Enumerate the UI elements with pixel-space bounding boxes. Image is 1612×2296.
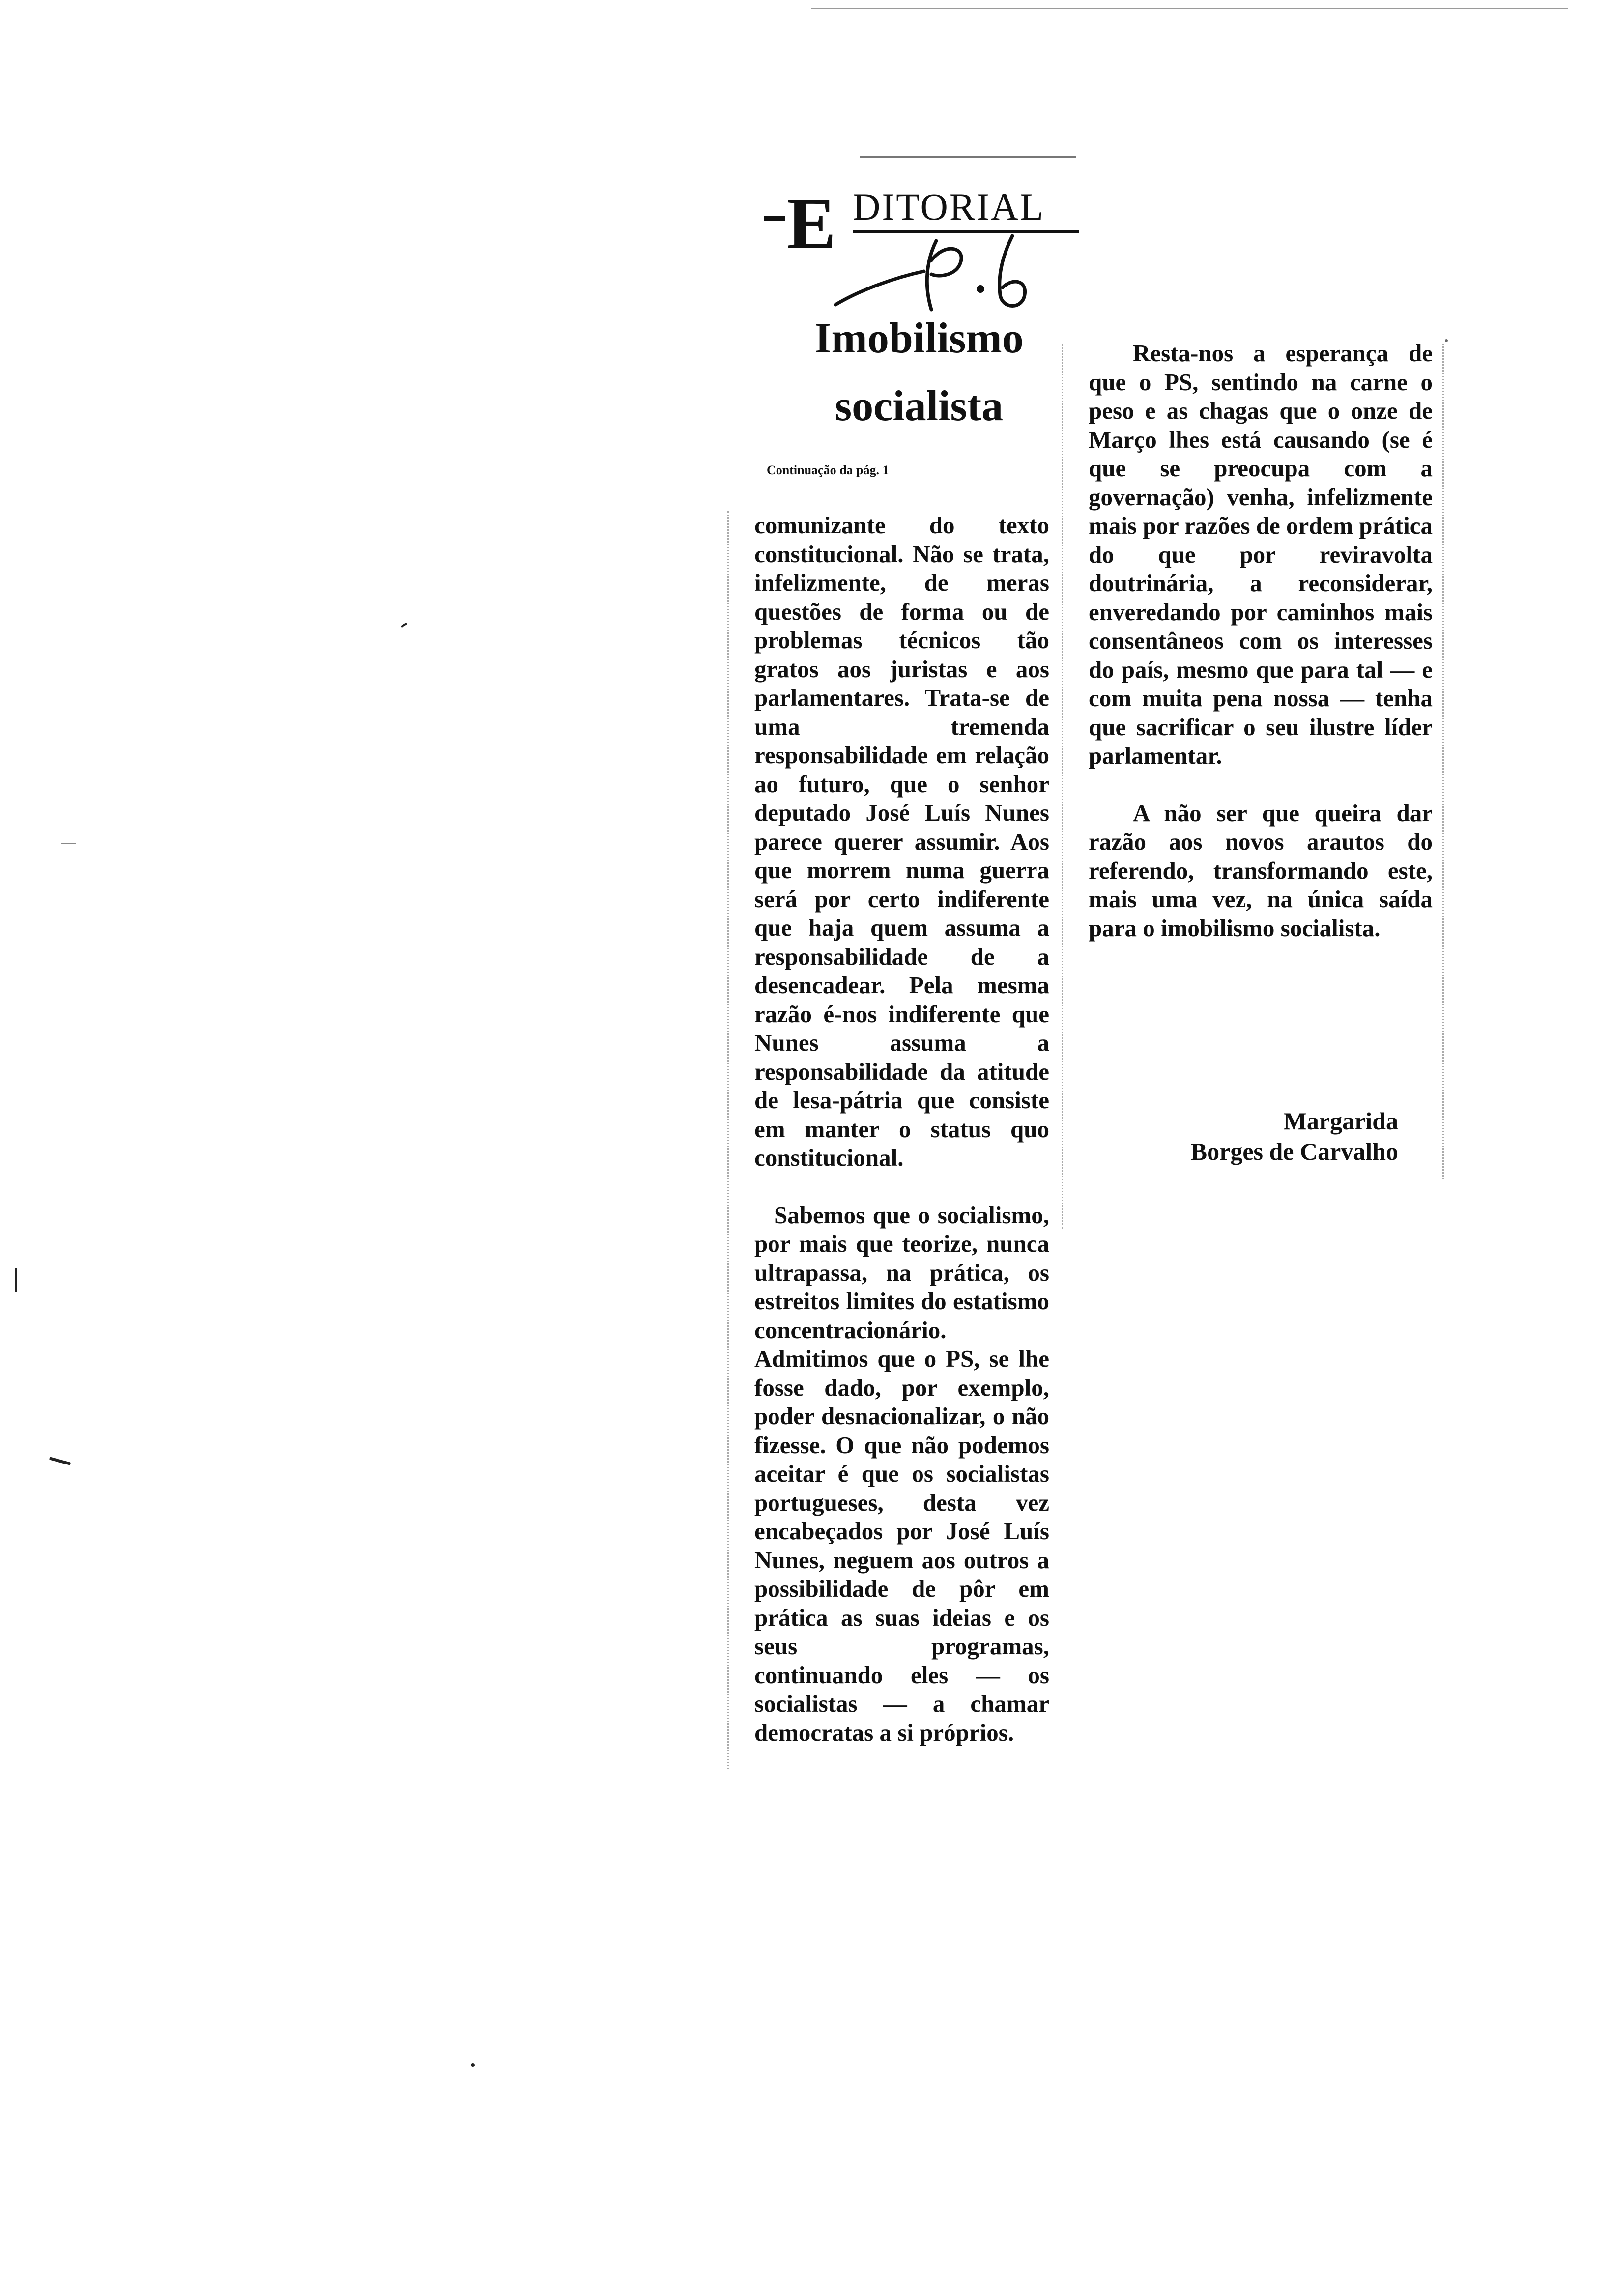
scan-speck — [1445, 339, 1448, 342]
scan-speck — [61, 843, 76, 844]
paragraph: Sabemos que o socialismo, por mais que teorize, nunca ultrapassa, na prática, os estreitos limites do estatismo concentracionário. Admitimos que o PS, se lhe fosse dado, por exemplo, poder desnacionalizar, o não fizesse. O que não podemos aceitar é que os socialistas portugueses, desta vez encabeçados por José Luís Nunes, neguem aos outros a possibilidade de pôr em prática as suas ideias e os seus programas, continuando eles — os socialistas — a chamar democratas a si próprios. — [754, 1201, 1049, 1746]
column-rule-left — [727, 511, 729, 1769]
author-surname: Borges de Carvalho — [1190, 1138, 1398, 1165]
scan-edge-line — [811, 8, 1568, 9]
author-signature — [1089, 1106, 1398, 1167]
paragraph: Resta-nos a esperança de que o PS, sentindo na carne o peso e as chagas que o onze de Março lhes está causando (se é que se preocupa com a governação) venha, infelizmente mais por razões de ordem prática do que por reviravolta doutrinária, a reconsiderar, enveredando por caminhos mais consentâneos com os interesses do país, mesmo que para tal — e com muita pena nossa — tenha que sacrificar o seu ilustre líder parlamentar. — [1089, 340, 1433, 769]
header-dash — [764, 216, 785, 221]
column-rule-right — [1442, 344, 1444, 1179]
headline — [767, 305, 1071, 440]
handwritten-page-note — [831, 231, 1057, 315]
top-rule — [860, 156, 1076, 158]
headline-line-2: socialista — [835, 382, 1004, 430]
paragraph: A não ser que queira dar razão aos novos arautos do referendo, transformando este, mais uma vez, na única saída para o imobilismo socialista. — [1089, 799, 1433, 942]
scan-speck — [401, 623, 407, 628]
article-column-right — [1089, 339, 1433, 943]
scan-speck — [49, 1457, 71, 1465]
article-column-left — [754, 511, 1049, 1747]
paragraph: comunizante do texto constitucional. Não se trata, infelizmente, de meras questões de forma ou de problemas técnicos tão gratos aos juristas e aos parlamentares. Trata-se de uma tremenda responsabilidade em relação ao futuro, que o senhor deputado José Luís Nunes parece querer assumir. Aos que morrem numa guerra será por certo indiferente que haja quem assuma a responsabilidade de a desencadear. Pela mesma razão é-nos indiferente que Nunes assuma a responsabilidade da atitude de lesa-pátria que consiste em manter o status quo constitucional. — [754, 512, 1049, 1171]
scan-speck — [471, 2063, 475, 2067]
continuation-note: Continuação da pág. 1 — [767, 463, 889, 477]
author-first-name: Margarida — [1283, 1107, 1398, 1135]
section-initial: E — [787, 183, 836, 264]
section-label: DITORIAL — [853, 185, 1045, 228]
headline-line-1: Imobilismo — [814, 315, 1024, 362]
column-rule-middle — [1062, 344, 1063, 1229]
scan-speck — [15, 1268, 17, 1292]
